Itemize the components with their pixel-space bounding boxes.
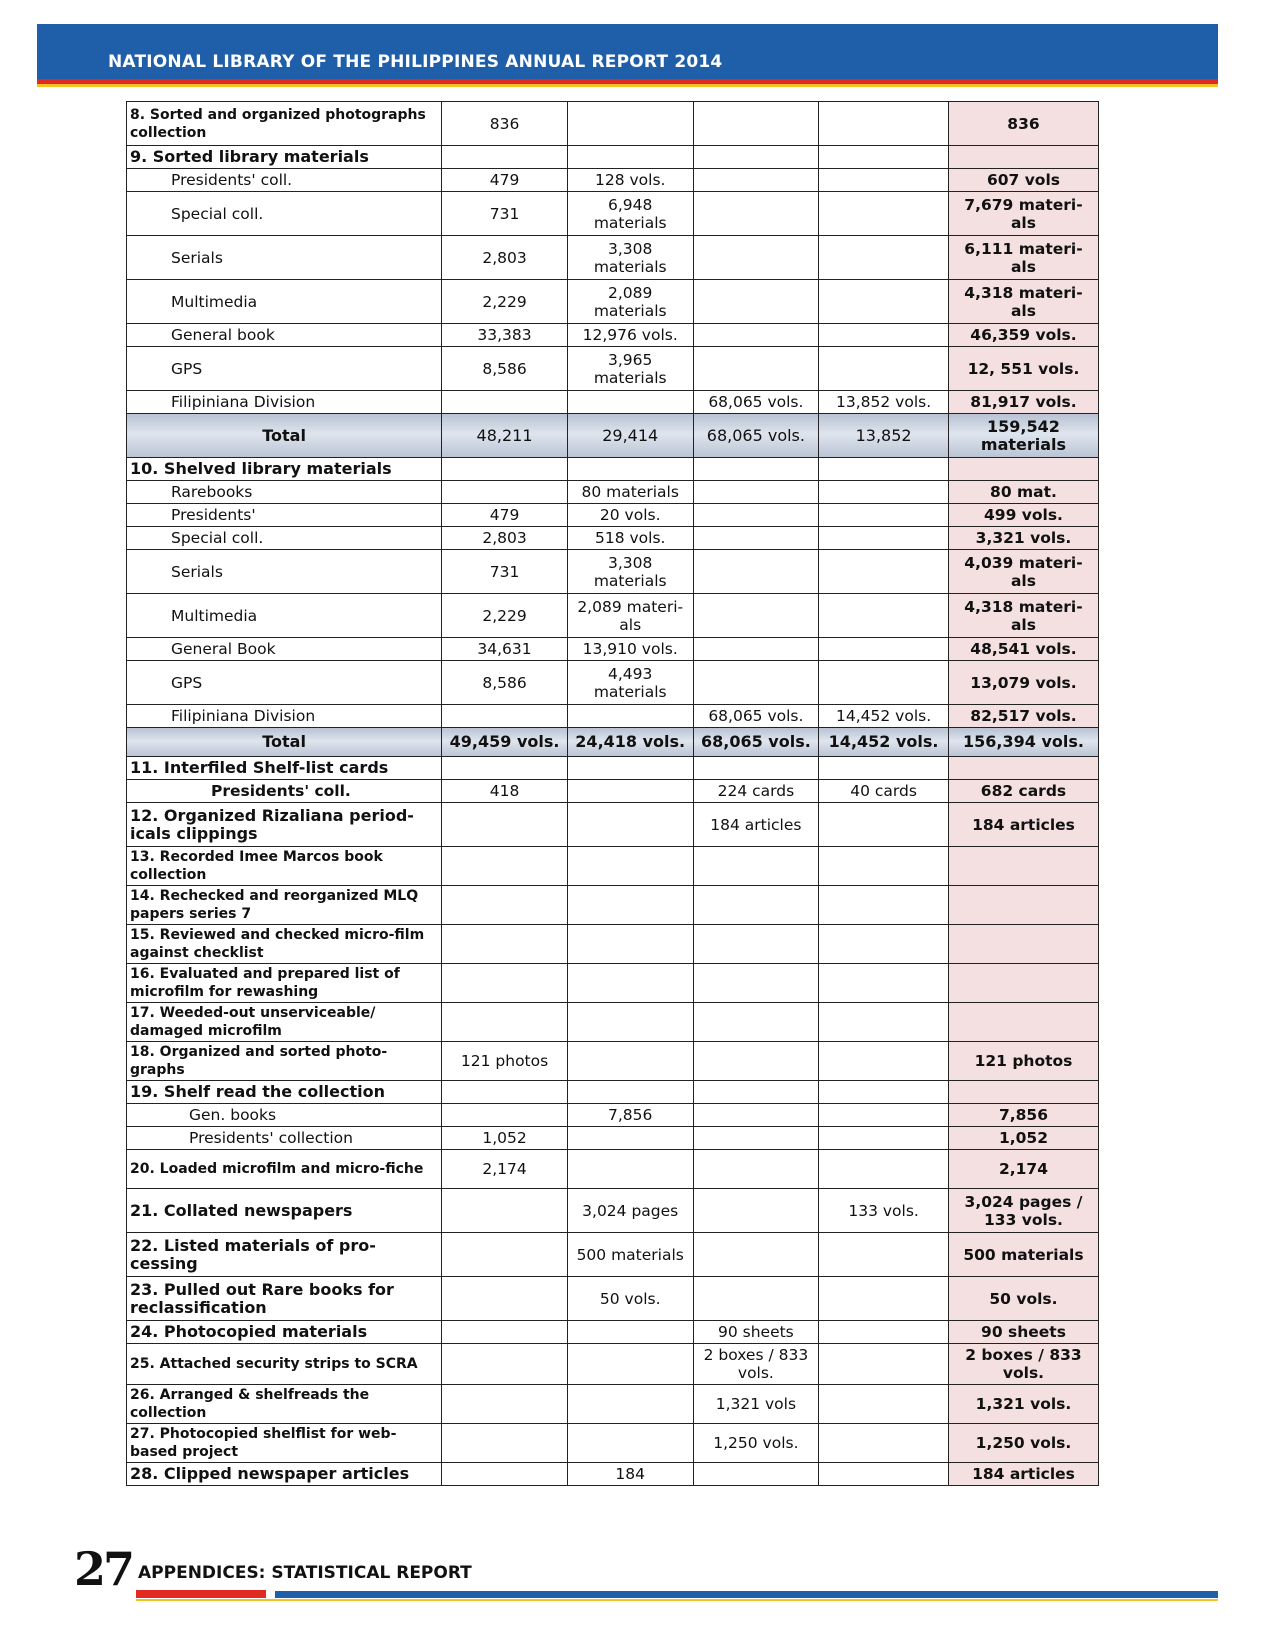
row-label: 21. Collated newspapers xyxy=(127,1189,442,1233)
cell-total: 836 xyxy=(948,102,1098,146)
table-row xyxy=(127,803,1099,847)
cell-col-1 xyxy=(442,964,568,1003)
cell-total: 4,318 materi-als xyxy=(948,594,1098,638)
cell-col-2: 24,418 vols. xyxy=(567,728,693,757)
cell-col-3 xyxy=(693,236,819,280)
cell-col-3 xyxy=(693,847,819,886)
cell-col-3 xyxy=(693,527,819,550)
row-label: Serials xyxy=(127,236,442,280)
cell-col-4 xyxy=(819,169,949,192)
cell-col-1 xyxy=(442,1321,568,1344)
cell-col-4 xyxy=(819,1081,949,1104)
table-row xyxy=(127,638,1099,661)
cell-col-2: 80 materials xyxy=(567,481,693,504)
section-title: APPENDICES: STATISTICAL REPORT xyxy=(138,1563,472,1583)
cell-col-4 xyxy=(819,504,949,527)
row-label: Gen. books xyxy=(127,1104,442,1127)
cell-col-3 xyxy=(693,1277,819,1321)
table-row xyxy=(127,1150,1099,1189)
table-row xyxy=(127,192,1099,236)
cell-col-2 xyxy=(567,803,693,847)
row-label: Presidents' coll. xyxy=(127,780,442,803)
cell-col-3 xyxy=(693,550,819,594)
cell-col-4 xyxy=(819,1127,949,1150)
row-label: 15. Reviewed and checked micro-film against checklist xyxy=(127,925,442,964)
cell-total: 7,679 materi-als xyxy=(948,192,1098,236)
cell-col-4 xyxy=(819,1344,949,1385)
table-row xyxy=(127,1463,1099,1486)
table-row xyxy=(127,481,1099,504)
cell-col-1: 836 xyxy=(442,102,568,146)
table-row xyxy=(127,550,1099,594)
table-row xyxy=(127,1424,1099,1463)
cell-total xyxy=(948,1003,1098,1042)
row-label: 25. Attached security strips to SCRA xyxy=(127,1344,442,1385)
cell-total xyxy=(948,925,1098,964)
row-label: 20. Loaded microfilm and micro-fiche xyxy=(127,1150,442,1189)
cell-col-2: 13,910 vols. xyxy=(567,638,693,661)
table-row xyxy=(127,102,1099,146)
cell-total: 82,517 vols. xyxy=(948,705,1098,728)
cell-col-1: 479 xyxy=(442,169,568,192)
cell-col-1 xyxy=(442,458,568,481)
footer-stripe-blue xyxy=(275,1591,1218,1598)
cell-col-3 xyxy=(693,925,819,964)
statistics-table xyxy=(126,101,1099,1486)
cell-col-2: 184 xyxy=(567,1463,693,1486)
cell-col-2: 12,976 vols. xyxy=(567,324,693,347)
cell-col-4 xyxy=(819,1463,949,1486)
row-label: 16. Evaluated and prepared list of microfilm for rewashing xyxy=(127,964,442,1003)
cell-col-3 xyxy=(693,1127,819,1150)
cell-col-3 xyxy=(693,347,819,391)
cell-col-1 xyxy=(442,886,568,925)
cell-total: 3,024 pages / 133 vols. xyxy=(948,1189,1098,1233)
cell-col-4 xyxy=(819,527,949,550)
cell-col-2: 50 vols. xyxy=(567,1277,693,1321)
cell-col-2 xyxy=(567,458,693,481)
cell-total: 90 sheets xyxy=(948,1321,1098,1344)
cell-col-2: 29,414 xyxy=(567,414,693,458)
cell-col-4 xyxy=(819,146,949,169)
cell-total: 1,250 vols. xyxy=(948,1424,1098,1463)
row-label: Special coll. xyxy=(127,192,442,236)
cell-col-4 xyxy=(819,458,949,481)
table-row xyxy=(127,757,1099,780)
cell-total: 159,542 materials xyxy=(948,414,1098,458)
cell-col-4: 13,852 vols. xyxy=(819,391,949,414)
table-row xyxy=(127,391,1099,414)
cell-col-1 xyxy=(442,1104,568,1127)
table-row xyxy=(127,1003,1099,1042)
cell-col-2: 7,856 xyxy=(567,1104,693,1127)
row-label: 23. Pulled out Rare books for reclassification xyxy=(127,1277,442,1321)
row-label: 22. Listed materials of pro-cessing xyxy=(127,1233,442,1277)
table-row xyxy=(127,280,1099,324)
cell-col-2 xyxy=(567,1344,693,1385)
row-label: 18. Organized and sorted photo-graphs xyxy=(127,1042,442,1081)
cell-col-2: 518 vols. xyxy=(567,527,693,550)
cell-col-4 xyxy=(819,1003,949,1042)
cell-col-2 xyxy=(567,1127,693,1150)
cell-col-2 xyxy=(567,1042,693,1081)
table-row xyxy=(127,458,1099,481)
row-label: 10. Shelved library materials xyxy=(127,458,442,481)
cell-col-1 xyxy=(442,705,568,728)
cell-total: 156,394 vols. xyxy=(948,728,1098,757)
table-row xyxy=(127,780,1099,803)
cell-col-2: 2,089 materials xyxy=(567,280,693,324)
cell-col-2: 500 materials xyxy=(567,1233,693,1277)
cell-col-3: 184 articles xyxy=(693,803,819,847)
cell-total: 50 vols. xyxy=(948,1277,1098,1321)
cell-col-2 xyxy=(567,1150,693,1189)
cell-total xyxy=(948,886,1098,925)
cell-col-4: 13,852 xyxy=(819,414,949,458)
cell-col-4 xyxy=(819,757,949,780)
cell-total: 48,541 vols. xyxy=(948,638,1098,661)
cell-total xyxy=(948,964,1098,1003)
cell-total: 184 articles xyxy=(948,1463,1098,1486)
cell-col-4 xyxy=(819,1233,949,1277)
cell-col-3: 68,065 vols. xyxy=(693,705,819,728)
table-row xyxy=(127,1104,1099,1127)
cell-total: 80 mat. xyxy=(948,481,1098,504)
cell-col-3 xyxy=(693,1189,819,1233)
cell-col-3 xyxy=(693,1081,819,1104)
cell-col-1: 2,803 xyxy=(442,527,568,550)
cell-col-1 xyxy=(442,1385,568,1424)
cell-col-1 xyxy=(442,481,568,504)
cell-col-4 xyxy=(819,280,949,324)
cell-col-4 xyxy=(819,594,949,638)
cell-total: 7,856 xyxy=(948,1104,1098,1127)
cell-total: 499 vols. xyxy=(948,504,1098,527)
cell-total: 2 boxes / 833 vols. xyxy=(948,1344,1098,1385)
cell-col-2 xyxy=(567,146,693,169)
row-label: Filipiniana Division xyxy=(127,705,442,728)
row-label: 27. Photocopied shelflist for web-based project xyxy=(127,1424,442,1463)
row-label: Total xyxy=(127,728,442,757)
table-row xyxy=(127,236,1099,280)
table-row xyxy=(127,594,1099,638)
cell-col-1 xyxy=(442,1081,568,1104)
cell-col-3 xyxy=(693,964,819,1003)
cell-col-3: 90 sheets xyxy=(693,1321,819,1344)
cell-total: 46,359 vols. xyxy=(948,324,1098,347)
cell-col-4 xyxy=(819,803,949,847)
cell-col-2 xyxy=(567,925,693,964)
row-label: Serials xyxy=(127,550,442,594)
table-row xyxy=(127,1233,1099,1277)
report-title: NATIONAL LIBRARY OF THE PHILIPPINES ANNUAL REPORT 2014 xyxy=(108,52,723,72)
row-label: Multimedia xyxy=(127,280,442,324)
table-row xyxy=(127,1277,1099,1321)
cell-total: 682 cards xyxy=(948,780,1098,803)
row-label: 8. Sorted and organized photographs collection xyxy=(127,102,442,146)
row-label: 19. Shelf read the collection xyxy=(127,1081,442,1104)
cell-col-1 xyxy=(442,847,568,886)
cell-col-3 xyxy=(693,102,819,146)
cell-total: 3,321 vols. xyxy=(948,527,1098,550)
row-label: Special coll. xyxy=(127,527,442,550)
cell-total: 1,052 xyxy=(948,1127,1098,1150)
cell-col-2: 6,948 materials xyxy=(567,192,693,236)
cell-col-3: 68,065 vols. xyxy=(693,414,819,458)
cell-col-4: 133 vols. xyxy=(819,1189,949,1233)
cell-total: 184 articles xyxy=(948,803,1098,847)
table-row xyxy=(127,964,1099,1003)
cell-col-1: 418 xyxy=(442,780,568,803)
cell-col-4: 14,452 vols. xyxy=(819,705,949,728)
cell-total: 4,039 materi-als xyxy=(948,550,1098,594)
row-label: GPS xyxy=(127,347,442,391)
table-row xyxy=(127,728,1099,757)
row-label: General book xyxy=(127,324,442,347)
cell-total xyxy=(948,146,1098,169)
cell-col-2 xyxy=(567,1424,693,1463)
cell-total: 13,079 vols. xyxy=(948,661,1098,705)
table-row xyxy=(127,1081,1099,1104)
cell-col-1 xyxy=(442,1003,568,1042)
cell-total: 2,174 xyxy=(948,1150,1098,1189)
table-row xyxy=(127,1189,1099,1233)
cell-col-4 xyxy=(819,1277,949,1321)
row-label: 12. Organized Rizaliana period-icals clippings xyxy=(127,803,442,847)
table-row xyxy=(127,925,1099,964)
row-label: Multimedia xyxy=(127,594,442,638)
row-label: General Book xyxy=(127,638,442,661)
cell-col-4 xyxy=(819,1104,949,1127)
cell-col-1: 49,459 vols. xyxy=(442,728,568,757)
cell-col-1 xyxy=(442,1189,568,1233)
cell-total xyxy=(948,1081,1098,1104)
cell-col-2: 4,493 materials xyxy=(567,661,693,705)
cell-col-3 xyxy=(693,324,819,347)
cell-col-1: 2,229 xyxy=(442,280,568,324)
cell-col-1 xyxy=(442,1277,568,1321)
cell-col-1: 8,586 xyxy=(442,661,568,705)
cell-col-2 xyxy=(567,1081,693,1104)
table-row xyxy=(127,847,1099,886)
cell-total xyxy=(948,458,1098,481)
cell-col-1: 731 xyxy=(442,192,568,236)
cell-col-4 xyxy=(819,925,949,964)
cell-col-2 xyxy=(567,847,693,886)
cell-col-2 xyxy=(567,391,693,414)
cell-col-2 xyxy=(567,1003,693,1042)
cell-col-3: 1,250 vols. xyxy=(693,1424,819,1463)
cell-col-4 xyxy=(819,1424,949,1463)
cell-col-4 xyxy=(819,638,949,661)
row-label: 17. Weeded-out unserviceable/ damaged microfilm xyxy=(127,1003,442,1042)
cell-col-4 xyxy=(819,481,949,504)
cell-total xyxy=(948,847,1098,886)
cell-col-3 xyxy=(693,1463,819,1486)
row-label: Rarebooks xyxy=(127,481,442,504)
cell-col-4 xyxy=(819,550,949,594)
cell-col-3: 224 cards xyxy=(693,780,819,803)
cell-col-4 xyxy=(819,661,949,705)
cell-col-2: 2,089 materi-als xyxy=(567,594,693,638)
footer-stripe-accent xyxy=(136,1599,1218,1601)
cell-col-3 xyxy=(693,192,819,236)
cell-col-3 xyxy=(693,1150,819,1189)
cell-col-3 xyxy=(693,757,819,780)
cell-col-3 xyxy=(693,1003,819,1042)
row-label: Presidents' xyxy=(127,504,442,527)
cell-total: 81,917 vols. xyxy=(948,391,1098,414)
cell-col-1 xyxy=(442,1233,568,1277)
cell-col-2 xyxy=(567,705,693,728)
cell-total: 121 photos xyxy=(948,1042,1098,1081)
cell-col-1: 33,383 xyxy=(442,324,568,347)
cell-col-4 xyxy=(819,236,949,280)
cell-total: 500 materials xyxy=(948,1233,1098,1277)
cell-col-1: 48,211 xyxy=(442,414,568,458)
cell-col-3 xyxy=(693,1042,819,1081)
table-row xyxy=(127,661,1099,705)
cell-col-3 xyxy=(693,169,819,192)
cell-col-3: 2 boxes / 833 vols. xyxy=(693,1344,819,1385)
footer-stripe xyxy=(136,1590,266,1598)
table-row xyxy=(127,1344,1099,1385)
table-row xyxy=(127,1042,1099,1081)
cell-col-1: 2,229 xyxy=(442,594,568,638)
cell-col-3 xyxy=(693,886,819,925)
cell-col-3 xyxy=(693,504,819,527)
cell-col-1: 121 photos xyxy=(442,1042,568,1081)
cell-col-1: 731 xyxy=(442,550,568,594)
cell-col-2: 3,024 pages xyxy=(567,1189,693,1233)
table-row xyxy=(127,414,1099,458)
cell-col-4 xyxy=(819,102,949,146)
cell-total xyxy=(948,757,1098,780)
row-label: 24. Photocopied materials xyxy=(127,1321,442,1344)
cell-col-1 xyxy=(442,1424,568,1463)
cell-col-2: 128 vols. xyxy=(567,169,693,192)
cell-col-1 xyxy=(442,803,568,847)
table-row xyxy=(127,527,1099,550)
table-row xyxy=(127,324,1099,347)
table-row xyxy=(127,169,1099,192)
cell-col-4 xyxy=(819,324,949,347)
row-label: 28. Clipped newspaper articles xyxy=(127,1463,442,1486)
cell-col-3 xyxy=(693,280,819,324)
cell-col-4 xyxy=(819,1321,949,1344)
table-row xyxy=(127,1385,1099,1424)
cell-col-1: 2,174 xyxy=(442,1150,568,1189)
row-label: Presidents' coll. xyxy=(127,169,442,192)
cell-col-1: 479 xyxy=(442,504,568,527)
cell-col-3: 68,065 vols. xyxy=(693,728,819,757)
table-row xyxy=(127,886,1099,925)
table-row xyxy=(127,1127,1099,1150)
cell-col-3 xyxy=(693,481,819,504)
cell-col-2 xyxy=(567,964,693,1003)
cell-total: 1,321 vols. xyxy=(948,1385,1098,1424)
cell-col-2 xyxy=(567,757,693,780)
row-label: Filipiniana Division xyxy=(127,391,442,414)
row-label: GPS xyxy=(127,661,442,705)
cell-col-2 xyxy=(567,780,693,803)
table-row xyxy=(127,504,1099,527)
row-label: 26. Arranged & shelfreads the collection xyxy=(127,1385,442,1424)
cell-col-3 xyxy=(693,1233,819,1277)
cell-total: 607 vols xyxy=(948,169,1098,192)
cell-col-1: 34,631 xyxy=(442,638,568,661)
cell-total: 4,318 materi-als xyxy=(948,280,1098,324)
cell-col-4 xyxy=(819,886,949,925)
cell-col-4 xyxy=(819,1385,949,1424)
table-row xyxy=(127,347,1099,391)
cell-col-1: 8,586 xyxy=(442,347,568,391)
cell-col-3 xyxy=(693,594,819,638)
cell-col-3 xyxy=(693,146,819,169)
cell-col-1: 1,052 xyxy=(442,1127,568,1150)
cell-col-3 xyxy=(693,1104,819,1127)
cell-total: 12, 551 vols. xyxy=(948,347,1098,391)
cell-col-2: 3,965 materials xyxy=(567,347,693,391)
page-number: 27 xyxy=(74,1542,133,1596)
row-label: 14. Rechecked and reorganized MLQ papers series 7 xyxy=(127,886,442,925)
cell-col-4 xyxy=(819,1042,949,1081)
header-stripe-accent xyxy=(37,84,1218,87)
table-row xyxy=(127,705,1099,728)
row-label: 13. Recorded Imee Marcos book collection xyxy=(127,847,442,886)
cell-total: 6,111 materi-als xyxy=(948,236,1098,280)
cell-col-3 xyxy=(693,458,819,481)
cell-col-4 xyxy=(819,347,949,391)
cell-col-2 xyxy=(567,1321,693,1344)
cell-col-4 xyxy=(819,847,949,886)
row-label: Presidents' collection xyxy=(127,1127,442,1150)
cell-col-4: 40 cards xyxy=(819,780,949,803)
cell-col-3 xyxy=(693,661,819,705)
cell-col-2 xyxy=(567,102,693,146)
cell-col-4: 14,452 vols. xyxy=(819,728,949,757)
cell-col-1 xyxy=(442,146,568,169)
cell-col-4 xyxy=(819,964,949,1003)
cell-col-2: 3,308 materials xyxy=(567,550,693,594)
cell-col-1 xyxy=(442,757,568,780)
cell-col-3: 68,065 vols. xyxy=(693,391,819,414)
cell-col-1 xyxy=(442,1344,568,1385)
cell-col-2 xyxy=(567,1385,693,1424)
cell-col-1 xyxy=(442,1463,568,1486)
cell-col-2: 3,308 materials xyxy=(567,236,693,280)
cell-col-2 xyxy=(567,886,693,925)
cell-col-3 xyxy=(693,638,819,661)
row-label: 9. Sorted library materials xyxy=(127,146,442,169)
cell-col-4 xyxy=(819,192,949,236)
cell-col-1 xyxy=(442,391,568,414)
table-row xyxy=(127,146,1099,169)
table-row xyxy=(127,1321,1099,1344)
row-label: Total xyxy=(127,414,442,458)
cell-col-1 xyxy=(442,925,568,964)
cell-col-3: 1,321 vols xyxy=(693,1385,819,1424)
cell-col-2: 20 vols. xyxy=(567,504,693,527)
row-label: 11. Interfiled Shelf-list cards xyxy=(127,757,442,780)
cell-col-1: 2,803 xyxy=(442,236,568,280)
cell-col-4 xyxy=(819,1150,949,1189)
